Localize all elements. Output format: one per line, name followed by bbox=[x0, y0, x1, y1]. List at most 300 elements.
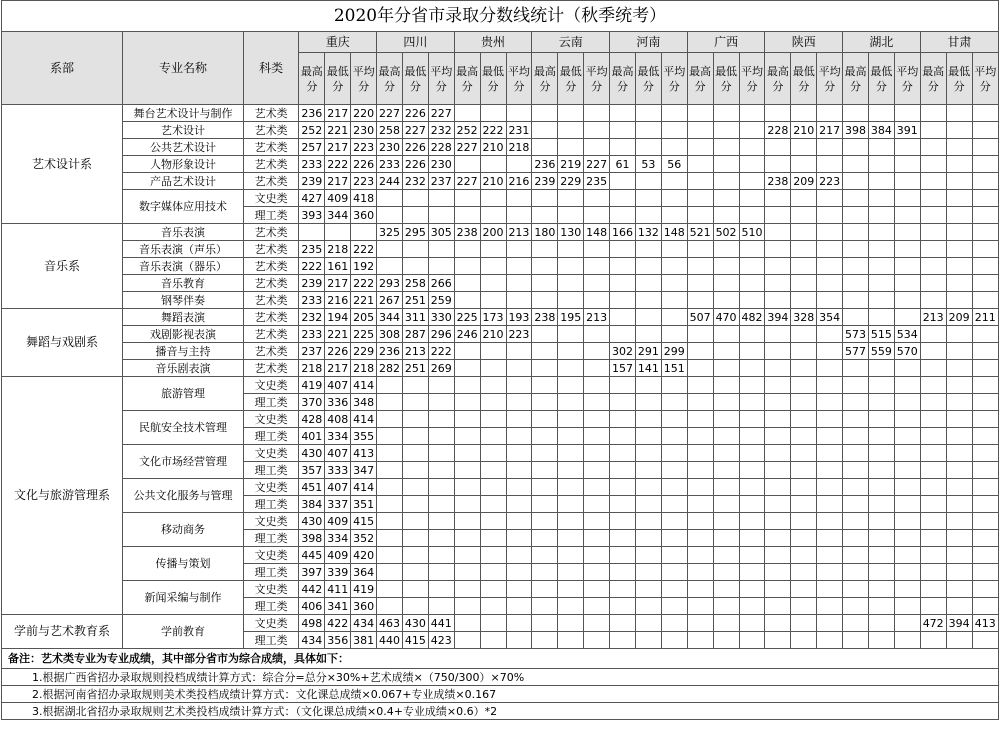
major-name: 文化市场经营管理 bbox=[122, 445, 243, 479]
score-cell bbox=[791, 292, 817, 309]
major-name: 舞台艺术设计与制作 bbox=[122, 105, 243, 122]
score-cell: 418 bbox=[351, 190, 377, 207]
score-cell bbox=[817, 394, 843, 411]
score-cell bbox=[506, 207, 532, 224]
score-cell bbox=[946, 530, 972, 547]
score-cell bbox=[843, 632, 869, 649]
score-cell bbox=[791, 394, 817, 411]
score-cell: 217 bbox=[817, 122, 843, 139]
score-cell bbox=[946, 360, 972, 377]
score-cell bbox=[377, 445, 403, 462]
score-cell bbox=[687, 292, 713, 309]
score-cell: 328 bbox=[791, 309, 817, 326]
score-cell bbox=[791, 496, 817, 513]
score-cell: 573 bbox=[843, 326, 869, 343]
score-cell bbox=[946, 122, 972, 139]
score-cell bbox=[972, 513, 998, 530]
score-cell bbox=[894, 428, 920, 445]
score-cell: 222 bbox=[299, 258, 325, 275]
score-cell bbox=[843, 224, 869, 241]
score-cell bbox=[506, 581, 532, 598]
score-cell bbox=[532, 241, 558, 258]
score-cell bbox=[920, 428, 946, 445]
score-cell bbox=[739, 241, 765, 258]
score-cell bbox=[687, 411, 713, 428]
score-cell: 53 bbox=[635, 156, 661, 173]
score-cell bbox=[687, 462, 713, 479]
score-cell: 246 bbox=[454, 326, 480, 343]
header-stat: 平均分 bbox=[506, 53, 532, 105]
score-cell: 213 bbox=[584, 309, 610, 326]
score-cell bbox=[972, 377, 998, 394]
header-stat: 平均分 bbox=[351, 53, 377, 105]
score-cell bbox=[635, 445, 661, 462]
score-cell bbox=[894, 292, 920, 309]
score-cell bbox=[454, 598, 480, 615]
score-cell bbox=[558, 547, 584, 564]
score-cell: 291 bbox=[635, 343, 661, 360]
score-cell: 210 bbox=[791, 122, 817, 139]
score-cell bbox=[558, 394, 584, 411]
score-cell: 434 bbox=[351, 615, 377, 632]
score-cell bbox=[584, 632, 610, 649]
score-cell bbox=[868, 564, 894, 581]
major-name: 数字媒体应用技术 bbox=[122, 190, 243, 224]
score-cell bbox=[946, 258, 972, 275]
score-cell: 223 bbox=[506, 326, 532, 343]
department-name: 舞蹈与戏剧系 bbox=[2, 309, 123, 377]
score-cell bbox=[402, 207, 428, 224]
score-cell bbox=[765, 360, 791, 377]
subject-type: 文史类 bbox=[243, 479, 298, 496]
score-cell: 173 bbox=[480, 309, 506, 326]
score-cell bbox=[610, 326, 636, 343]
score-cell bbox=[402, 547, 428, 564]
score-cell: 227 bbox=[402, 122, 428, 139]
score-cell bbox=[765, 377, 791, 394]
score-cell bbox=[972, 173, 998, 190]
score-cell bbox=[894, 190, 920, 207]
score-cell bbox=[920, 292, 946, 309]
score-cell bbox=[791, 462, 817, 479]
score-cell bbox=[894, 394, 920, 411]
score-cell bbox=[454, 411, 480, 428]
score-cell bbox=[428, 598, 454, 615]
score-cell bbox=[739, 615, 765, 632]
score-cell bbox=[843, 428, 869, 445]
score-cell bbox=[868, 377, 894, 394]
score-cell bbox=[532, 496, 558, 513]
score-cell bbox=[558, 105, 584, 122]
score-cell: 236 bbox=[299, 105, 325, 122]
score-cell bbox=[946, 292, 972, 309]
score-cell bbox=[713, 190, 739, 207]
score-cell bbox=[765, 428, 791, 445]
score-cell bbox=[687, 615, 713, 632]
score-cell bbox=[868, 496, 894, 513]
score-cell bbox=[532, 564, 558, 581]
score-cell bbox=[920, 411, 946, 428]
score-cell bbox=[558, 462, 584, 479]
score-cell bbox=[299, 224, 325, 241]
score-cell bbox=[377, 394, 403, 411]
score-cell bbox=[791, 411, 817, 428]
score-cell bbox=[532, 190, 558, 207]
score-cell: 157 bbox=[610, 360, 636, 377]
score-cell bbox=[843, 530, 869, 547]
score-cell bbox=[610, 309, 636, 326]
score-cell bbox=[946, 428, 972, 445]
score-cell bbox=[480, 632, 506, 649]
score-cell bbox=[454, 547, 480, 564]
score-cell bbox=[920, 496, 946, 513]
score-cell bbox=[610, 479, 636, 496]
score-cell: 161 bbox=[325, 258, 351, 275]
score-cell bbox=[480, 190, 506, 207]
score-cell: 213 bbox=[920, 309, 946, 326]
score-cell bbox=[454, 105, 480, 122]
subject-type: 艺术类 bbox=[243, 360, 298, 377]
score-cell bbox=[946, 156, 972, 173]
score-cell bbox=[972, 343, 998, 360]
score-cell: 570 bbox=[894, 343, 920, 360]
score-cell: 218 bbox=[299, 360, 325, 377]
score-cell bbox=[506, 530, 532, 547]
score-cell: 502 bbox=[713, 224, 739, 241]
score-cell bbox=[765, 547, 791, 564]
subject-type: 艺术类 bbox=[243, 105, 298, 122]
score-cell bbox=[377, 241, 403, 258]
subject-type: 理工类 bbox=[243, 462, 298, 479]
score-cell bbox=[972, 139, 998, 156]
score-cell bbox=[972, 479, 998, 496]
score-cell bbox=[817, 547, 843, 564]
score-cell bbox=[972, 241, 998, 258]
score-cell: 398 bbox=[843, 122, 869, 139]
score-cell bbox=[791, 360, 817, 377]
score-cell bbox=[791, 530, 817, 547]
score-cell: 216 bbox=[325, 292, 351, 309]
note-item: 1.根据广西省招办录取规则投档成绩计算方式：综合分=总分×30%+艺术成绩×（750/300）×70% bbox=[2, 669, 999, 686]
subject-type: 文史类 bbox=[243, 615, 298, 632]
score-cell: 344 bbox=[325, 207, 351, 224]
subject-type: 文史类 bbox=[243, 547, 298, 564]
score-cell bbox=[687, 105, 713, 122]
score-cell bbox=[765, 632, 791, 649]
score-cell bbox=[532, 428, 558, 445]
score-cell bbox=[713, 632, 739, 649]
score-cell: 130 bbox=[558, 224, 584, 241]
score-cell: 238 bbox=[532, 309, 558, 326]
score-cell bbox=[635, 207, 661, 224]
header-stat: 最高分 bbox=[920, 53, 946, 105]
score-cell: 222 bbox=[325, 156, 351, 173]
score-cell bbox=[739, 326, 765, 343]
score-cell bbox=[817, 105, 843, 122]
score-cell bbox=[428, 581, 454, 598]
score-cell bbox=[610, 207, 636, 224]
score-cell bbox=[687, 496, 713, 513]
score-cell: 227 bbox=[428, 105, 454, 122]
score-cell: 409 bbox=[325, 513, 351, 530]
score-cell bbox=[558, 190, 584, 207]
score-cell bbox=[946, 241, 972, 258]
score-cell: 230 bbox=[351, 122, 377, 139]
score-cell: 348 bbox=[351, 394, 377, 411]
subject-type: 文史类 bbox=[243, 411, 298, 428]
score-cell bbox=[946, 207, 972, 224]
score-cell bbox=[894, 377, 920, 394]
score-cell bbox=[739, 547, 765, 564]
score-cell bbox=[791, 207, 817, 224]
score-cell: 213 bbox=[506, 224, 532, 241]
score-cell: 266 bbox=[428, 275, 454, 292]
score-cell bbox=[661, 513, 687, 530]
score-cell bbox=[894, 615, 920, 632]
score-cell: 228 bbox=[765, 122, 791, 139]
score-cell bbox=[739, 479, 765, 496]
header-major: 专业名称 bbox=[122, 32, 243, 105]
table-row bbox=[2, 173, 999, 190]
score-cell bbox=[454, 513, 480, 530]
score-cell bbox=[894, 547, 920, 564]
notes-heading: 备注：艺术类专业为专业成绩，其中部分省市为综合成绩，具体如下： bbox=[2, 649, 999, 669]
score-cell bbox=[584, 445, 610, 462]
header-province: 陕西 bbox=[765, 32, 843, 53]
score-cell bbox=[843, 462, 869, 479]
header-province: 广西 bbox=[687, 32, 765, 53]
major-name: 播音与主持 bbox=[122, 343, 243, 360]
score-cell: 230 bbox=[377, 139, 403, 156]
score-cell bbox=[506, 445, 532, 462]
score-cell: 267 bbox=[377, 292, 403, 309]
score-cell bbox=[739, 428, 765, 445]
score-cell bbox=[868, 615, 894, 632]
score-cell bbox=[894, 360, 920, 377]
score-cell: 337 bbox=[325, 496, 351, 513]
score-cell bbox=[868, 173, 894, 190]
score-cell: 407 bbox=[325, 445, 351, 462]
header-stat: 最低分 bbox=[791, 53, 817, 105]
score-cell bbox=[739, 411, 765, 428]
score-cell bbox=[454, 462, 480, 479]
score-cell bbox=[610, 139, 636, 156]
score-cell bbox=[558, 479, 584, 496]
score-cell: 211 bbox=[972, 309, 998, 326]
score-cell: 336 bbox=[325, 394, 351, 411]
score-cell bbox=[765, 445, 791, 462]
score-cell bbox=[817, 615, 843, 632]
score-cell bbox=[920, 122, 946, 139]
score-cell: 534 bbox=[894, 326, 920, 343]
subject-type: 理工类 bbox=[243, 598, 298, 615]
score-cell: 347 bbox=[351, 462, 377, 479]
score-cell bbox=[765, 326, 791, 343]
score-cell bbox=[791, 598, 817, 615]
score-cell bbox=[817, 530, 843, 547]
score-cell bbox=[920, 207, 946, 224]
score-cell: 406 bbox=[299, 598, 325, 615]
score-cell bbox=[713, 292, 739, 309]
header-province: 河南 bbox=[610, 32, 688, 53]
score-cell: 148 bbox=[661, 224, 687, 241]
score-cell bbox=[584, 343, 610, 360]
score-cell: 287 bbox=[402, 326, 428, 343]
score-cell bbox=[480, 394, 506, 411]
score-cell bbox=[765, 241, 791, 258]
score-cell: 521 bbox=[687, 224, 713, 241]
score-cell bbox=[920, 632, 946, 649]
score-cell: 218 bbox=[351, 360, 377, 377]
score-cell bbox=[920, 156, 946, 173]
score-cell bbox=[843, 360, 869, 377]
score-cell bbox=[532, 122, 558, 139]
score-cell bbox=[817, 190, 843, 207]
score-cell bbox=[506, 428, 532, 445]
score-cell: 216 bbox=[506, 173, 532, 190]
note-item: 2.根据河南省招办录取规则美术类投档成绩计算方式：文化课总成绩×0.067+专业成绩×0.167 bbox=[2, 686, 999, 703]
score-cell: 239 bbox=[299, 275, 325, 292]
score-cell bbox=[713, 105, 739, 122]
header-stat: 平均分 bbox=[584, 53, 610, 105]
score-cell bbox=[635, 258, 661, 275]
score-cell bbox=[843, 241, 869, 258]
score-cell bbox=[428, 258, 454, 275]
subject-type: 理工类 bbox=[243, 632, 298, 649]
score-cell bbox=[480, 564, 506, 581]
score-cell bbox=[454, 190, 480, 207]
score-cell bbox=[584, 360, 610, 377]
score-cell bbox=[558, 343, 584, 360]
score-cell bbox=[920, 326, 946, 343]
score-cell bbox=[402, 428, 428, 445]
header-stat: 平均分 bbox=[972, 53, 998, 105]
score-cell: 413 bbox=[972, 615, 998, 632]
score-cell: 237 bbox=[428, 173, 454, 190]
score-cell: 257 bbox=[299, 139, 325, 156]
score-cell: 222 bbox=[351, 241, 377, 258]
score-cell bbox=[972, 564, 998, 581]
score-cell: 394 bbox=[765, 309, 791, 326]
score-cell bbox=[946, 411, 972, 428]
score-cell bbox=[868, 190, 894, 207]
score-cell bbox=[610, 411, 636, 428]
score-cell bbox=[610, 428, 636, 445]
score-cell: 299 bbox=[661, 343, 687, 360]
score-cell bbox=[558, 632, 584, 649]
score-cell bbox=[713, 445, 739, 462]
score-cell bbox=[454, 156, 480, 173]
score-cell: 296 bbox=[428, 326, 454, 343]
score-cell: 393 bbox=[299, 207, 325, 224]
header-stat: 最低分 bbox=[402, 53, 428, 105]
subject-type: 文史类 bbox=[243, 445, 298, 462]
subject-type: 理工类 bbox=[243, 428, 298, 445]
score-cell: 515 bbox=[868, 326, 894, 343]
score-cell bbox=[558, 258, 584, 275]
score-cell: 238 bbox=[765, 173, 791, 190]
score-cell bbox=[584, 122, 610, 139]
score-cell bbox=[739, 343, 765, 360]
header-stat: 平均分 bbox=[817, 53, 843, 105]
score-cell bbox=[610, 275, 636, 292]
score-cell bbox=[428, 564, 454, 581]
score-cell bbox=[713, 581, 739, 598]
score-cell bbox=[480, 598, 506, 615]
score-cell: 210 bbox=[480, 139, 506, 156]
score-cell bbox=[661, 615, 687, 632]
score-cell: 370 bbox=[299, 394, 325, 411]
score-cell bbox=[713, 615, 739, 632]
score-cell bbox=[687, 428, 713, 445]
score-cell bbox=[817, 377, 843, 394]
score-cell bbox=[532, 530, 558, 547]
score-cell bbox=[532, 632, 558, 649]
score-cell bbox=[687, 139, 713, 156]
major-name: 舞蹈表演 bbox=[122, 309, 243, 326]
score-cell bbox=[946, 190, 972, 207]
header-stat: 最低分 bbox=[868, 53, 894, 105]
score-cell bbox=[584, 462, 610, 479]
score-cell bbox=[610, 564, 636, 581]
score-cell: 330 bbox=[428, 309, 454, 326]
table-row bbox=[2, 547, 999, 564]
score-cell bbox=[739, 139, 765, 156]
score-cell bbox=[946, 224, 972, 241]
score-cell bbox=[972, 275, 998, 292]
score-cell: 205 bbox=[351, 309, 377, 326]
score-cell bbox=[454, 377, 480, 394]
score-cell bbox=[480, 105, 506, 122]
score-cell bbox=[894, 105, 920, 122]
score-cell bbox=[713, 122, 739, 139]
score-cell bbox=[843, 496, 869, 513]
score-cell bbox=[402, 564, 428, 581]
score-cell bbox=[868, 632, 894, 649]
score-cell bbox=[532, 598, 558, 615]
header-stat: 最低分 bbox=[635, 53, 661, 105]
score-cell bbox=[739, 173, 765, 190]
score-cell bbox=[558, 411, 584, 428]
score-cell bbox=[454, 360, 480, 377]
score-cell: 414 bbox=[351, 377, 377, 394]
table-row bbox=[2, 343, 999, 360]
score-cell bbox=[377, 581, 403, 598]
score-cell bbox=[817, 241, 843, 258]
score-cell bbox=[946, 445, 972, 462]
major-name: 旅游管理 bbox=[122, 377, 243, 411]
score-cell: 223 bbox=[351, 173, 377, 190]
score-cell bbox=[765, 343, 791, 360]
score-cell bbox=[843, 411, 869, 428]
score-cell: 407 bbox=[325, 479, 351, 496]
table-row bbox=[2, 241, 999, 258]
score-cell: 227 bbox=[454, 173, 480, 190]
score-cell: 219 bbox=[558, 156, 584, 173]
score-cell bbox=[713, 360, 739, 377]
subject-type: 文史类 bbox=[243, 190, 298, 207]
score-cell bbox=[920, 462, 946, 479]
score-cell bbox=[506, 564, 532, 581]
score-cell bbox=[480, 258, 506, 275]
score-cell bbox=[739, 105, 765, 122]
score-cell bbox=[402, 581, 428, 598]
score-cell: 428 bbox=[299, 411, 325, 428]
score-cell bbox=[739, 156, 765, 173]
score-cell: 141 bbox=[635, 360, 661, 377]
score-cell bbox=[687, 241, 713, 258]
header-stat: 最高分 bbox=[610, 53, 636, 105]
